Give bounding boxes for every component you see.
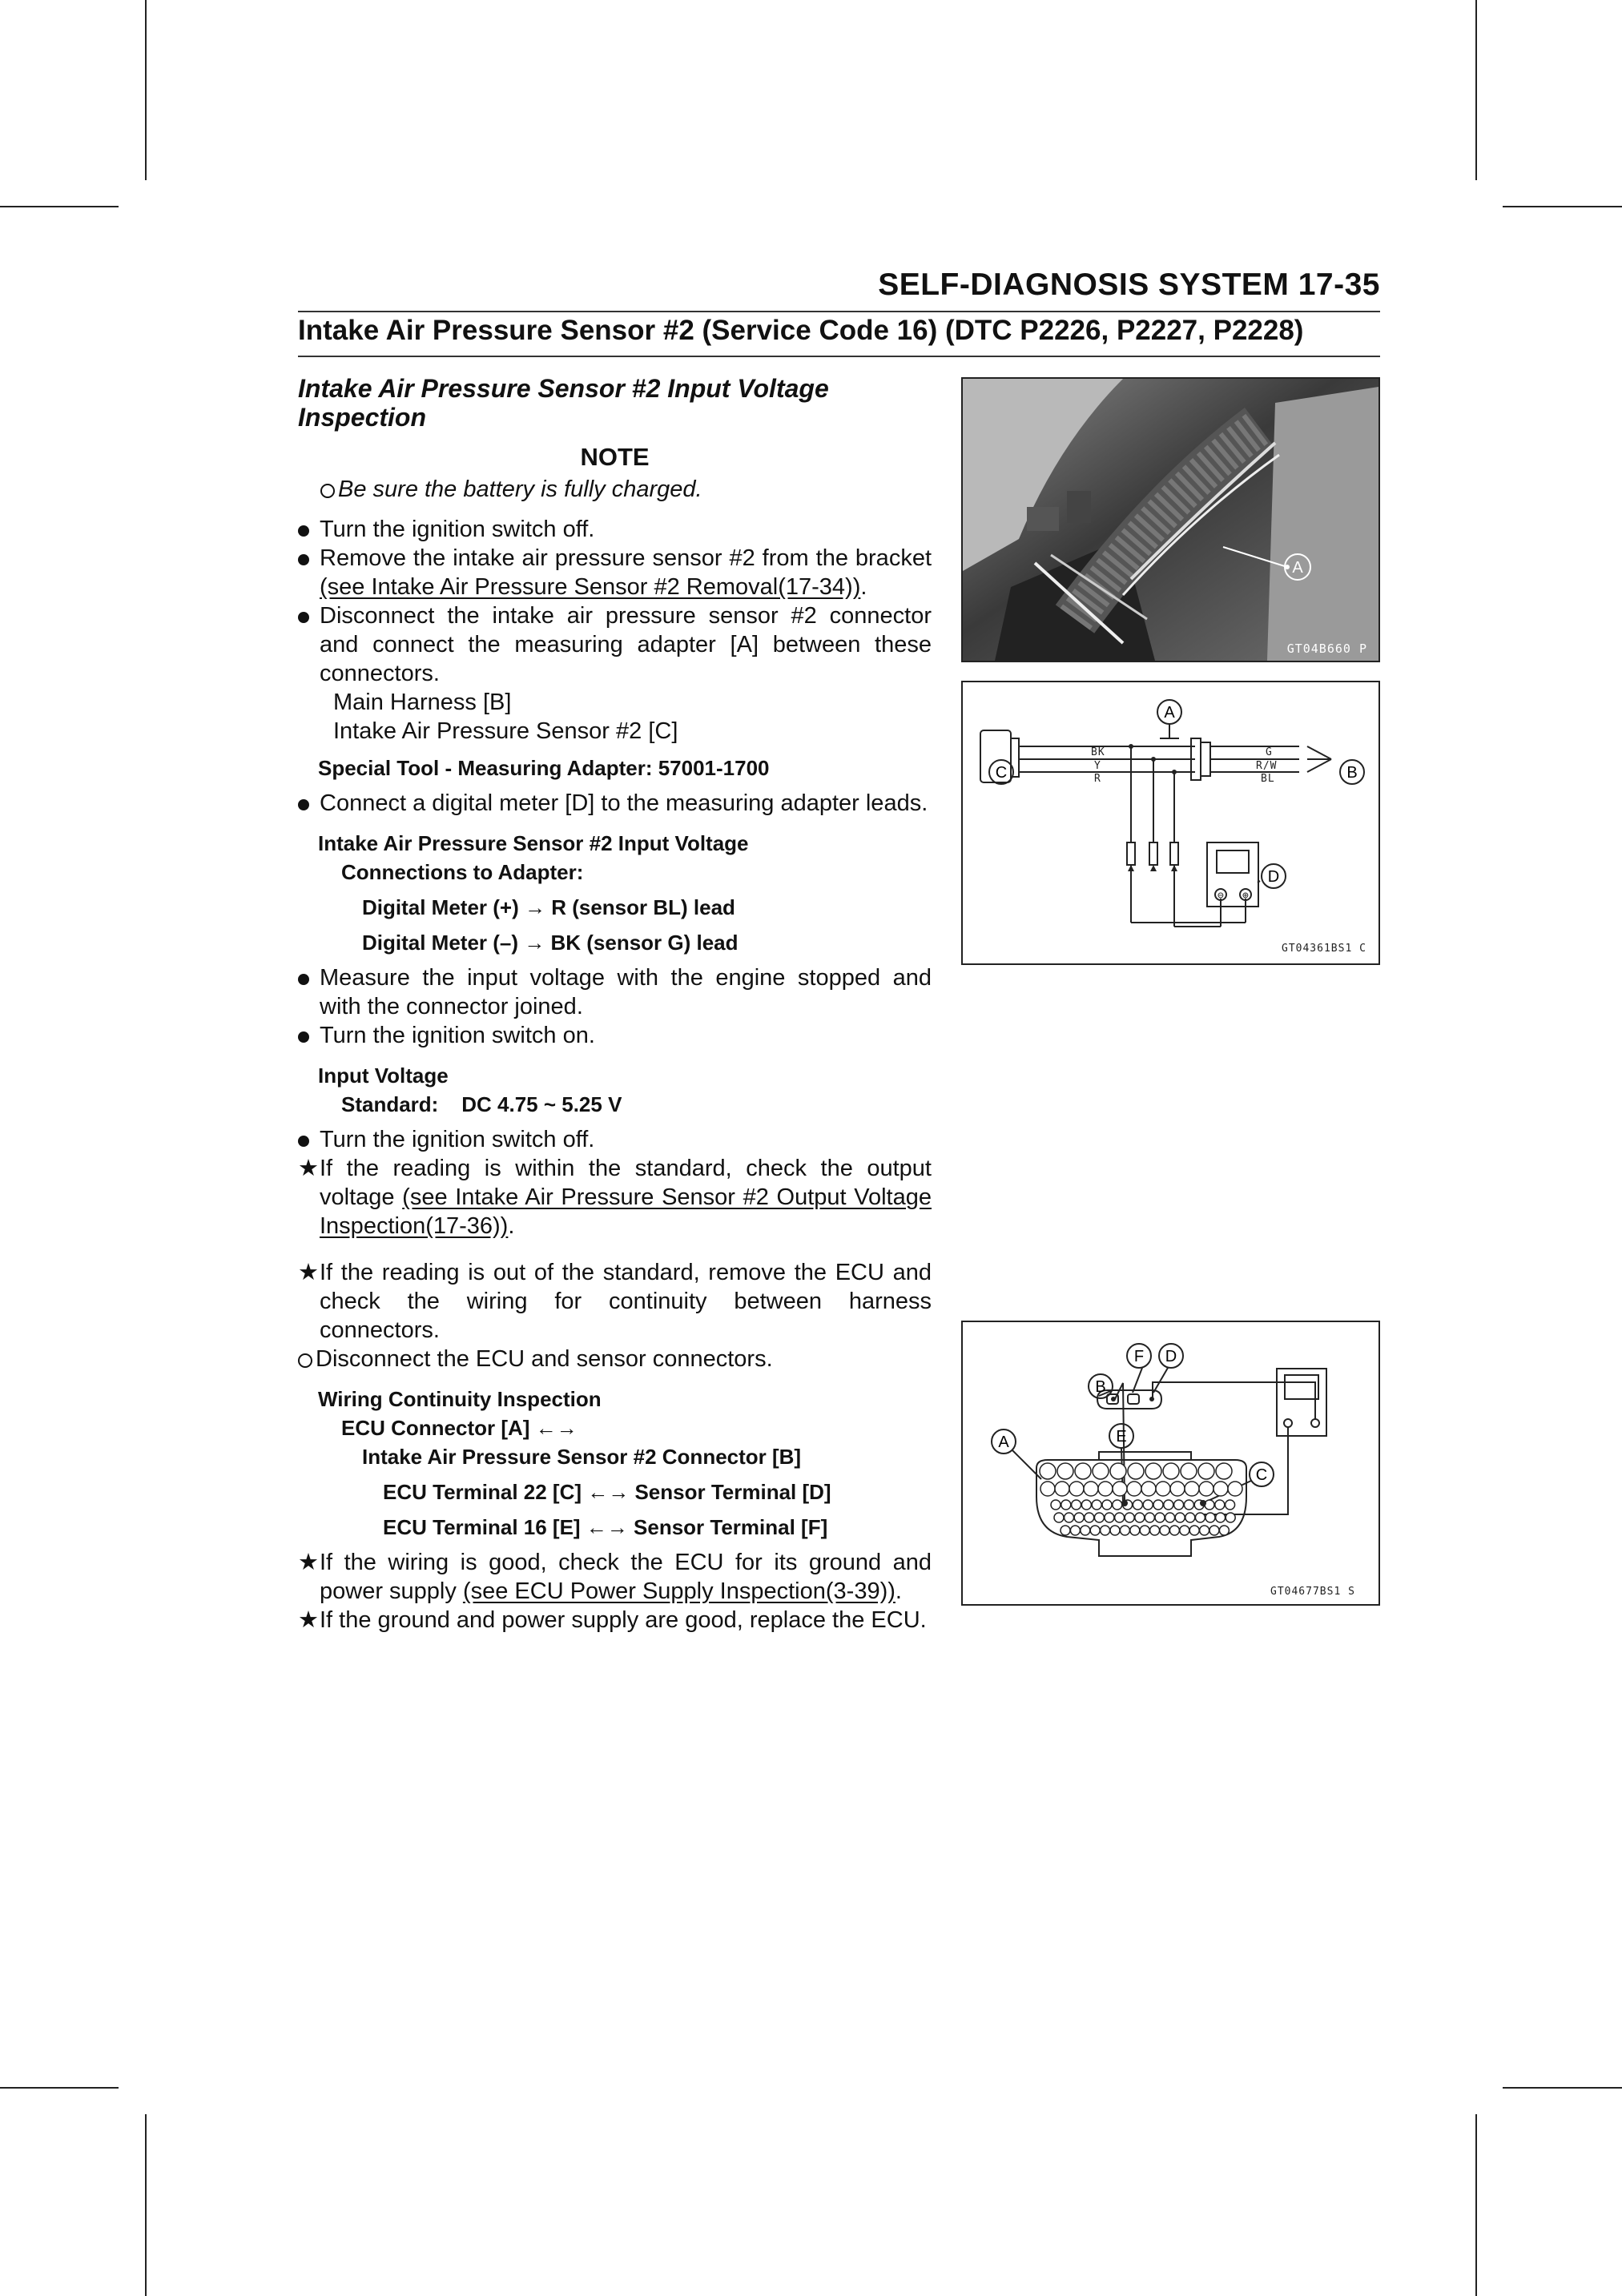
step: Remove the intake air pressure sensor #2 from the bracket (see Intake Air Pressure Sensor #2 Removal(17-34)). xyxy=(298,544,932,601)
ecu-pin xyxy=(1180,1526,1189,1535)
ecu-pin xyxy=(1130,1526,1140,1535)
ecu-pin xyxy=(1163,1463,1179,1479)
crop-mark xyxy=(145,0,147,180)
subsection-title: Intake Air Pressure Sensor #2 Input Voltage Inspection xyxy=(298,374,829,432)
ecu-pin xyxy=(1040,1463,1056,1479)
ecu-pin xyxy=(1069,1482,1084,1496)
ecu-pin xyxy=(1156,1482,1170,1496)
ecu-pin xyxy=(1215,1500,1225,1510)
step: Disconnect the ECU and sensor connectors. xyxy=(298,1345,932,1373)
crop-mark xyxy=(1475,2114,1477,2296)
ecu-pin xyxy=(1115,1513,1125,1522)
adapter-wiring-figure xyxy=(961,681,1380,965)
ecu-pin xyxy=(1164,1500,1173,1510)
ecu-pin xyxy=(1199,1482,1213,1496)
section-rule xyxy=(298,356,1380,357)
ecu-pin xyxy=(1200,1526,1209,1535)
step-sub: Intake Air Pressure Sensor #2 [C] xyxy=(333,718,678,744)
header-rule xyxy=(298,311,1380,312)
ecu-pin xyxy=(1175,1513,1185,1522)
bullet-dot-icon xyxy=(298,974,309,985)
ecu-pin xyxy=(1061,1500,1071,1510)
ecu-pin xyxy=(1113,1482,1127,1496)
label-c: C xyxy=(995,764,1008,782)
ecu-pin xyxy=(1170,1482,1185,1496)
ecu-pin xyxy=(1093,1463,1109,1479)
wire-label: BL xyxy=(1261,773,1275,785)
ecu-pin xyxy=(1094,1513,1104,1522)
circle-bullet-icon xyxy=(320,484,335,498)
ecu-pin xyxy=(1072,1500,1081,1510)
ecu-pin xyxy=(1216,1463,1232,1479)
ecu-pin xyxy=(1155,1513,1165,1522)
label-b: B xyxy=(1095,1378,1106,1396)
crop-mark xyxy=(1503,2087,1622,2089)
ecu-pin xyxy=(1181,1463,1197,1479)
ecu-pin xyxy=(1145,1463,1161,1479)
ecu-pin xyxy=(1113,1500,1122,1510)
crop-mark xyxy=(0,206,119,207)
wire-label: Y xyxy=(1094,760,1101,772)
ecu-pin xyxy=(1213,1482,1228,1496)
ecu-pin xyxy=(1102,1500,1112,1510)
ecu-pin xyxy=(1092,1500,1101,1510)
ecu-pin xyxy=(1185,1482,1199,1496)
ecu-pin xyxy=(1090,1526,1100,1535)
ecu-continuity-diagram xyxy=(963,1322,1378,1604)
bullet-dot-icon xyxy=(298,1136,309,1147)
ecu-pin xyxy=(1075,1463,1091,1479)
ecu-continuity-figure xyxy=(961,1321,1380,1606)
ecu-pin xyxy=(1165,1513,1175,1522)
ecu-pin xyxy=(1110,1526,1120,1535)
ecu-pin xyxy=(1110,1463,1126,1479)
ecu-pin xyxy=(1184,1500,1193,1510)
star-icon: ★ xyxy=(298,1156,319,1181)
bullet-dot-icon xyxy=(298,612,309,623)
figure-code: GT04B660 P xyxy=(1286,641,1367,656)
xref-link[interactable]: (see Intake Air Pressure Sensor #2 Output Voltage Inspection(17-36)) xyxy=(320,1184,932,1239)
ecu-pin xyxy=(1070,1526,1080,1535)
engine-photo xyxy=(963,379,1378,661)
spec-block: Wiring Continuity Inspection ECU Connector [A] ←→ Intake Air Pressure Sensor #2 Connector [B] ECU Terminal 22 [C] ←→ Sensor Terminal [D] ECU Terminal 16 [E] ←→ Sensor Terminal [F] xyxy=(318,1387,831,1539)
figure-code: GT04361BS1 C xyxy=(1282,943,1366,955)
label-c: C xyxy=(1255,1466,1268,1484)
svg-text:⊖: ⊖ xyxy=(1218,890,1225,902)
ecu-pin xyxy=(1226,1513,1235,1522)
ecu-pin xyxy=(1081,1526,1090,1535)
ecu-pin xyxy=(1057,1463,1073,1479)
ecu-pin xyxy=(1074,1513,1084,1522)
ecu-pin xyxy=(1205,1500,1214,1510)
ecu-pin xyxy=(1127,1482,1141,1496)
ecu-pin xyxy=(1081,1500,1091,1510)
figure-code: GT04677BS1 S xyxy=(1270,1586,1355,1598)
ecu-pin xyxy=(1055,1482,1069,1496)
xref-link[interactable]: (see ECU Power Supply Inspection(3-39)) xyxy=(462,1578,896,1604)
step: Measure the input voltage with the engine stopped and with the connector joined. xyxy=(298,963,932,1021)
ecu-pin xyxy=(1125,1513,1134,1522)
wire-label: BK xyxy=(1091,746,1105,758)
ecu-pin xyxy=(1185,1513,1195,1522)
step: ★ If the reading is within the standard, check the output voltage (see Intake Air Pressure Sensor #2 Output Voltage Inspection(17-36)). xyxy=(298,1156,932,1239)
bullet-dot-icon xyxy=(298,1031,309,1043)
label-d: D xyxy=(1165,1348,1177,1365)
ecu-pin xyxy=(1061,1526,1070,1535)
ecu-pin xyxy=(1140,1526,1149,1535)
ecu-pin xyxy=(1209,1526,1219,1535)
label-a: A xyxy=(998,1433,1009,1451)
bullet-dot-icon xyxy=(298,799,309,810)
svg-text:⊕: ⊕ xyxy=(1242,890,1250,902)
bullet-dot-icon xyxy=(298,554,309,565)
step: Connect a digital meter [D] to the measuring adapter leads. xyxy=(298,789,932,818)
xref-link[interactable]: (see Intake Air Pressure Sensor #2 Removal(17-34)) xyxy=(320,574,861,600)
ecu-pin xyxy=(1101,1526,1110,1535)
text-column xyxy=(298,374,932,1635)
section-title: Intake Air Pressure Sensor #2 (Service Code 16) (DTC P2226, P2227, P2228) xyxy=(298,315,1304,346)
label-b: B xyxy=(1346,764,1358,782)
bullet-dot-icon xyxy=(298,525,309,537)
step-sub: Main Harness [B] xyxy=(333,690,512,715)
ecu-pin xyxy=(1065,1513,1074,1522)
spec-block: Intake Air Pressure Sensor #2 Input Voltage Connections to Adapter: Digital Meter (+) → R (sensor BL) lead Digital Meter (–) → BK (sensor G) lead xyxy=(318,831,749,955)
star-icon: ★ xyxy=(298,1260,319,1285)
special-tool: Special Tool - Measuring Adapter: 57001-1700 xyxy=(318,756,770,780)
running-header: SELF-DIAGNOSIS SYSTEM 17-35 xyxy=(878,267,1380,302)
ecu-pin xyxy=(1205,1513,1215,1522)
note-label: NOTE xyxy=(580,443,650,471)
star-icon: ★ xyxy=(298,1607,319,1633)
step: Turn the ignition switch off. xyxy=(298,1125,932,1154)
ecu-pin xyxy=(1084,1482,1098,1496)
spec-block: Input Voltage Standard: DC 4.75 ~ 5.25 V xyxy=(318,1064,622,1116)
ecu-pin xyxy=(1226,1500,1235,1510)
step: Turn the ignition switch on. xyxy=(298,1021,932,1050)
ecu-pin xyxy=(1141,1482,1156,1496)
ecu-pin xyxy=(1174,1500,1184,1510)
label-a: A xyxy=(1164,704,1175,722)
ecu-pin xyxy=(1040,1482,1055,1496)
note-text: Be sure the battery is fully charged. xyxy=(298,475,932,504)
ecu-pin xyxy=(1189,1526,1199,1535)
label-d: D xyxy=(1267,868,1280,886)
wire-label: R/W xyxy=(1256,760,1278,772)
step: ★ If the reading is out of the standard, remove the ECU and check the wiring for continuity between harness connectors. xyxy=(298,1260,932,1343)
ecu-pin xyxy=(1216,1513,1226,1522)
crop-mark xyxy=(1503,206,1622,207)
wire-label: G xyxy=(1266,746,1273,758)
ecu-pin xyxy=(1169,1526,1179,1535)
photo-figure xyxy=(961,377,1380,662)
ecu-pin xyxy=(1153,1500,1163,1510)
crop-mark xyxy=(0,2087,119,2089)
ecu-pin xyxy=(1054,1513,1064,1522)
ecu-pin xyxy=(1198,1463,1214,1479)
step: ★ If the wiring is good, check the ECU for its ground and power supply (see ECU Power Supply Inspection(3-39)). xyxy=(298,1550,932,1604)
ecu-pin xyxy=(1219,1526,1229,1535)
ecu-pin xyxy=(1135,1513,1145,1522)
label-e: E xyxy=(1116,1428,1127,1446)
star-icon: ★ xyxy=(298,1550,319,1575)
step: Turn the ignition switch off. xyxy=(298,515,932,544)
ecu-pin xyxy=(1228,1482,1242,1496)
ecu-pin xyxy=(1051,1500,1061,1510)
adapter-wiring-diagram xyxy=(963,682,1378,963)
step: Disconnect the intake air pressure sensor #2 connector and connect the measuring adapter [A] between these connectors. xyxy=(298,601,932,688)
ecu-pin xyxy=(1150,1526,1160,1535)
ecu-pin xyxy=(1145,1513,1154,1522)
ecu-pin xyxy=(1120,1526,1129,1535)
ecu-pin xyxy=(1160,1526,1169,1535)
ecu-pin xyxy=(1098,1482,1113,1496)
ecu-pin xyxy=(1085,1513,1094,1522)
ecu-pin xyxy=(1128,1463,1144,1479)
circle-bullet-icon xyxy=(298,1353,312,1368)
wire-label: R xyxy=(1094,773,1101,785)
ecu-pin xyxy=(1105,1513,1114,1522)
photo-label-a: A xyxy=(1292,559,1303,577)
ecu-pin xyxy=(1143,1500,1153,1510)
ecu-pin xyxy=(1195,1513,1205,1522)
label-f: F xyxy=(1133,1348,1145,1365)
step: ★ If the ground and power supply are good, replace the ECU. xyxy=(298,1607,927,1633)
crop-mark xyxy=(1475,0,1477,180)
crop-mark xyxy=(145,2114,147,2296)
ecu-pin xyxy=(1133,1500,1142,1510)
